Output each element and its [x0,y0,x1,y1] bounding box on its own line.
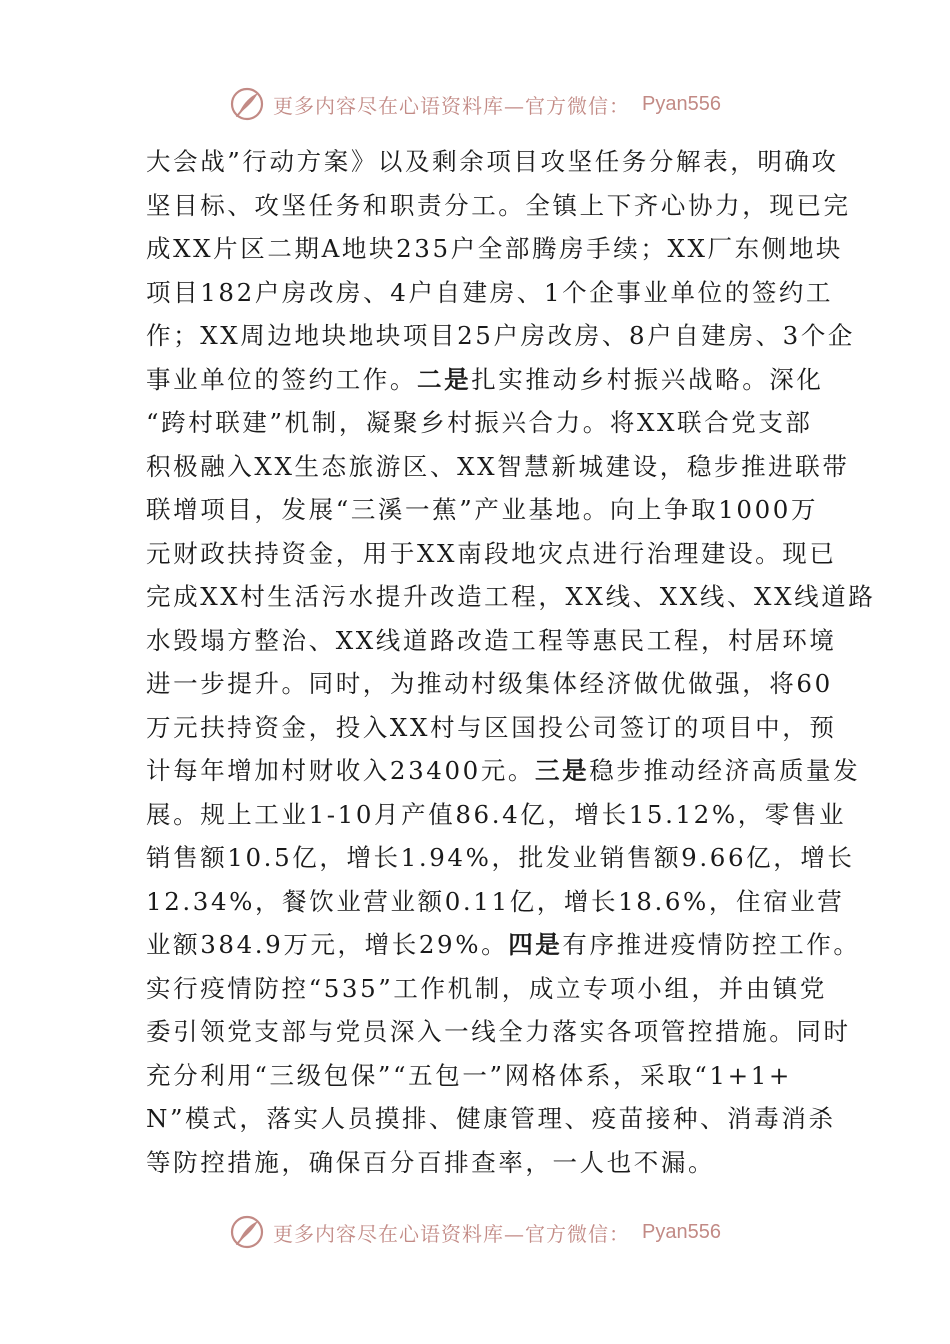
quill-logo-icon [229,1214,265,1250]
text-line [146,749,861,793]
text-run: 水毁塌方整治、XX线道路改造工程等惠民工程，村居环境 [146,625,837,655]
text-run: N”模式，落实人员摸排、健康管理、疫苗接种、消毒消杀 [146,1104,836,1133]
text-run: 坚目标、攻坚任务和职责分工。全镇上下齐心协力，现已完 [146,190,851,220]
text-run: 万元扶持资金，投入XX村与区国投公司签订的项目中，预 [146,712,837,742]
watermark-banner-bottom [0,1212,950,1252]
text-run: 充分利用“三级包保”“五包一”网格体系，采取“1+1+ [146,1060,793,1090]
text-run: 计每年增加村财收入23400元。 [146,756,536,785]
emphasis-marker: 二是 [417,364,472,394]
text-run: 稳步推动经济高质量发 [589,756,861,785]
text-line [146,532,837,576]
text-run: 委引领党支部与党员深入一线全力落实各项管控措施。同时 [146,1017,851,1046]
text-line [146,880,845,924]
text-run: 大会战”行动方案》以及剩余项目攻坚任务分解表，明确攻 [146,147,839,176]
text-run: 积极融入XX生态旅游区、XX智慧新城建设，稳步推进联带 [146,451,850,481]
text-run: 业额384.9万元，增长29%。 [146,930,509,959]
text-run: 实行疫情防控“535”工作机制，成立专项小组，并由镇党 [146,973,828,1003]
watermark-handle: Pyan556 [642,1220,721,1243]
emphasis-marker: 四是 [508,930,563,959]
text-line [146,314,856,358]
quill-logo-icon [229,86,265,122]
text-run: 元财政扶持资金，用于XX南段地灾点进行治理建设。现已 [146,538,837,568]
text-line [146,706,837,750]
text-line [146,227,844,271]
text-run: 扎实推动乡村振兴战略。深化 [471,364,824,394]
text-line [146,1141,818,1185]
text-line [146,488,818,532]
text-run: 完成XX村生活污水提升改造工程，XX线、XX线、XX线道路 [146,582,876,611]
text-run: 等防控措施，确保百分百排查率，一人也不漏。 [146,1147,716,1177]
text-line [146,401,818,445]
watermark-banner-top [0,84,950,124]
text-run: 作；XX周边地块地块项目25户房改房、8户自建房、3个企 [146,321,856,350]
text-line [146,575,876,619]
text-line [146,445,850,489]
text-line [146,967,828,1011]
text-line [146,1054,818,1098]
text-run: 项目182户房改房、4户自建房、1个企事业单位的签约工 [146,277,834,307]
text-run: 事业单位的签约工作。 [146,364,417,394]
emphasis-marker: 三是 [535,756,590,785]
text-line [146,1010,851,1054]
text-line [146,358,824,402]
watermark-text: 更多内容尽在心语资料库—官方微信： [273,93,631,118]
text-line [146,271,834,315]
text-line [146,923,861,967]
text-line [146,836,855,880]
text-line [146,662,833,706]
text-run: 成XX片区二期A地块235户全部腾房手续；XX厂东侧地块 [146,234,844,263]
body-paragraph [146,140,876,1184]
text-line [146,793,847,837]
text-line [146,1097,836,1141]
text-run: “跨村联建”机制，凝聚乡村振兴合力。将XX联合党支部 [146,408,813,437]
watermark-text: 更多内容尽在心语资料库—官方微信： [273,1221,631,1246]
text-run: 进一步提升。同时，为推动村级集体经济做优做强，将60 [146,669,833,698]
text-run: 展。规上工业1-10月产值86.4亿，增长15.12%，零售业 [146,799,847,829]
text-run: 12.34%，餐饮业营业额0.11亿，增长18.6%，住宿业营 [146,886,845,916]
text-line [146,184,851,228]
text-line [146,619,837,663]
text-run: 销售额10.5亿，增长1.94%，批发业销售额9.66亿，增长 [146,843,855,872]
text-line [146,140,839,184]
text-run: 有序推进疫情防控工作。 [562,930,861,959]
watermark-handle: Pyan556 [642,92,721,115]
text-run: 联增项目，发展“三溪一蕉”产业基地。向上争取1000万 [146,495,819,524]
